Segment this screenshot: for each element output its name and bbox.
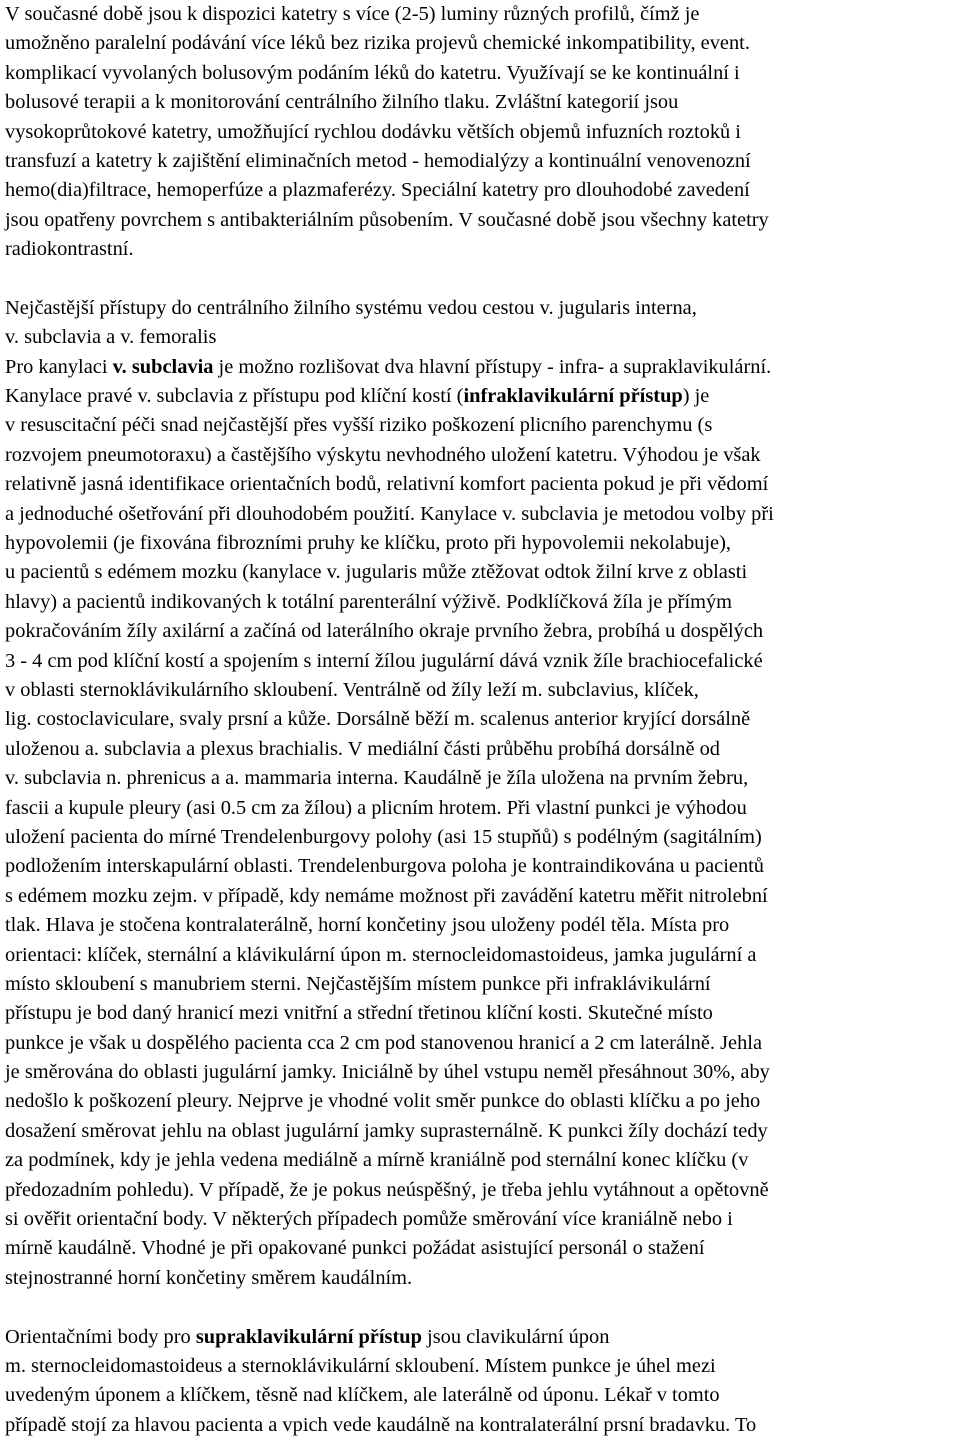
text-line: umožněno paralelní podávání více léků bez rizika projevů chemické inkompatibility, event. bbox=[5, 32, 750, 55]
text-line bbox=[5, 353, 960, 382]
text-line: uložení pacienta do mírné Trendelenburgovy polohy (asi 15 stupňů) s podélným (sagitálním) bbox=[5, 825, 762, 848]
text-line: bolusové terapii a k monitorování centrálního žilního tlaku. Zvláštní kategorií jsou bbox=[5, 91, 679, 114]
text-line: v oblasti sternoklávikulárního skloubení. Ventrálně od žíly leží m. subclavius, klíček, bbox=[5, 678, 699, 701]
text-line: radiokontrastní. bbox=[5, 238, 134, 261]
text-line: místo skloubení s manubriem sterni. Nejčastějším místem punkce při infraklávikulární bbox=[5, 972, 711, 995]
paragraph-spacer bbox=[5, 1293, 960, 1322]
text-line: přístupu je bod daný hranicí mezi vnitřní a střední třetinou klíční kosti. Skutečné místo bbox=[5, 1002, 713, 1025]
text-run: jsou clavikulární úpon bbox=[421, 1325, 610, 1348]
text-line: hemo(dia)filtrace, hemoperfúze a plazmaferézy. Speciální katetry pro dlouhodobé zavedení bbox=[5, 179, 750, 202]
bold-term-infraclavicular: infraklavikulární přístup bbox=[463, 385, 683, 408]
text-line bbox=[5, 382, 960, 411]
text-line: v. subclavia a v. femoralis bbox=[5, 326, 217, 349]
text-line: uloženou a. subclavia a plexus brachialis. V mediální části průběhu probíhá dorsálně od bbox=[5, 737, 720, 760]
text-line: relativně jasná identifikace orientačních bodů, relativní komfort pacienta pokud je při vědomí bbox=[5, 473, 769, 496]
text-line: v resuscitační péči snad nejčastější přes vyšší riziko poškození plicního parenchymu (s bbox=[5, 414, 713, 437]
paragraph-catheter-types bbox=[5, 0, 960, 265]
text-line: jsou opatřeny povrchem s antibakteriálním působením. V současné době jsou všechny katetry bbox=[5, 208, 769, 231]
text-line: případě stojí za hlavou pacienta a vpich vede kaudálně na kontralaterální prsní bradavku. To bbox=[5, 1413, 757, 1436]
text-line: podložením interskapulární oblasti. Trendelenburgova poloha je kontraindikována u pacientů bbox=[5, 855, 765, 878]
text-line: 3 - 4 cm pod klíční kostí a spojením s interní žílou jugulární dává vznik žíle brachiocefalické bbox=[5, 649, 763, 672]
text-line: rozvojem pneumotoraxu) a častějšího výskytu nevhodného uložení katetru. Výhodou je však bbox=[5, 443, 761, 466]
text-line: transfuzí a katetry k zajištění eliminačních metod - hemodialýzy a kontinuální venovenozní bbox=[5, 149, 751, 172]
paragraph-spacer bbox=[5, 265, 960, 294]
paragraph-subclavia bbox=[5, 353, 960, 1294]
text-run: Pro kanylaci bbox=[5, 355, 113, 378]
text-run: Orientačními body pro bbox=[5, 1325, 196, 1348]
text-line: m. sternocleidomastoideus a sternoklávikulární skloubení. Místem punkce je úhel mezi bbox=[5, 1354, 716, 1377]
bold-term-supraclavicular: supraklavikulární přístup bbox=[195, 1325, 422, 1348]
text-line: za podmínek, kdy je jehla vedena mediálně a mírně kraniálně pod sternální konec klíčku (v bbox=[5, 1149, 749, 1172]
text-line: s edémem mozku zejm. v případě, kdy nemáme možnost při zavádění katetru měřit nitrolební bbox=[5, 884, 768, 907]
text-run: je možno rozlišovat dva hlavní přístupy - infra- a supraklavikulární. bbox=[213, 355, 772, 378]
text-line: stejnostranné horní končetiny směrem kaudálním. bbox=[5, 1266, 413, 1289]
text-line: hlavy) a pacientů indikovaných k totální parenterální výživě. Podklíčková žíla je přímým bbox=[5, 590, 733, 613]
text-run: ) je bbox=[682, 385, 710, 408]
text-line: lig. costoclaviculare, svaly prsní a kůže. Dorsálně běží m. scalenus anterior kryjící dorsálně bbox=[5, 708, 751, 731]
text-line: hypovolemii (je fixována fibrozními pruhy ke klíčku, proto při hypovolemii nekolabuje), bbox=[5, 532, 731, 555]
text-line: vysokoprůtokové katetry, umožňující rychlou dodávku větších objemů infuzních roztoků i bbox=[5, 120, 741, 143]
paragraph-access-routes bbox=[5, 294, 960, 353]
text-line bbox=[5, 1323, 960, 1352]
text-line: a jednoduché ošetřování při dlouhodobém použití. Kanylace v. subclavia je metodou volby při bbox=[5, 502, 774, 525]
bold-term-subclavia: v. subclavia bbox=[112, 355, 214, 378]
text-run: Kanylace pravé v. subclavia z přístupu pod klíční kostí ( bbox=[5, 385, 464, 408]
text-line: V současné době jsou k dispozici katetry s více (2-5) luminy různých profilů, čímž je bbox=[5, 3, 700, 25]
text-line: mírně kaudálně. Vhodné je při opakované punkci požádat asistující personál o stažení bbox=[5, 1237, 705, 1260]
text-line: nedošlo k poškození pleury. Nejprve je vhodné volit směr punkce do oblasti klíčku a po jeho bbox=[5, 1090, 761, 1113]
text-line: fascii a kupule pleury (asi 0.5 cm za žílou) a plicním hrotem. Při vlastní punkci je výhodou bbox=[5, 796, 747, 819]
text-line: u pacientů s edémem mozku (kanylace v. jugularis může ztěžovat odtok žilní krve z oblasti bbox=[5, 561, 748, 584]
document-page bbox=[5, 0, 960, 1440]
text-line: pokračováním žíly axilární a začíná od laterálního okraje prvního žebra, probíhá u dospělých bbox=[5, 620, 764, 643]
text-line: je směrována do oblasti jugulární jamky. Iniciálně by úhel vstupu neměl přesáhnout 30%, aby bbox=[5, 1061, 770, 1084]
text-line: orientaci: klíček, sternální a klávikulární úpon m. sternocleidomastoideus, jamka jugulární a bbox=[5, 943, 757, 966]
text-line: uvedeným úponem a klíčkem, těsně nad klíčkem, ale laterálně od úponu. Lékař v tomto bbox=[5, 1384, 720, 1407]
text-line: komplikací vyvolaných bolusovým podáním léků do katetru. Využívají se ke kontinuální i bbox=[5, 61, 740, 84]
paragraph-supraclavicular bbox=[5, 1323, 960, 1440]
text-line: Nejčastější přístupy do centrálního žilního systému vedou cestou v. jugularis interna, bbox=[5, 296, 697, 319]
text-line: v. subclavia n. phrenicus a a. mammaria interna. Kaudálně je žíla uložena na prvním žebru, bbox=[5, 767, 749, 790]
text-line: dosažení směrovat jehlu na oblast jugulární jamky suprasternálně. K punkci žíly dochází tedy bbox=[5, 1119, 768, 1142]
text-line: tlak. Hlava je stočena kontralaterálně, horní končetiny jsou uloženy podél těla. Místa pro bbox=[5, 914, 730, 937]
text-line: si ověřit orientační body. V některých případech pomůže směrování více kraniálně nebo i bbox=[5, 1208, 733, 1231]
text-line: předozadním pohledu). V případě, že je pokus neúspěšný, je třeba jehlu vytáhnout a opětovně bbox=[5, 1178, 769, 1201]
text-line: punkce je však u dospělého pacienta cca 2 cm pod stanovenou hranicí a 2 cm laterálně. Jehla bbox=[5, 1031, 762, 1054]
